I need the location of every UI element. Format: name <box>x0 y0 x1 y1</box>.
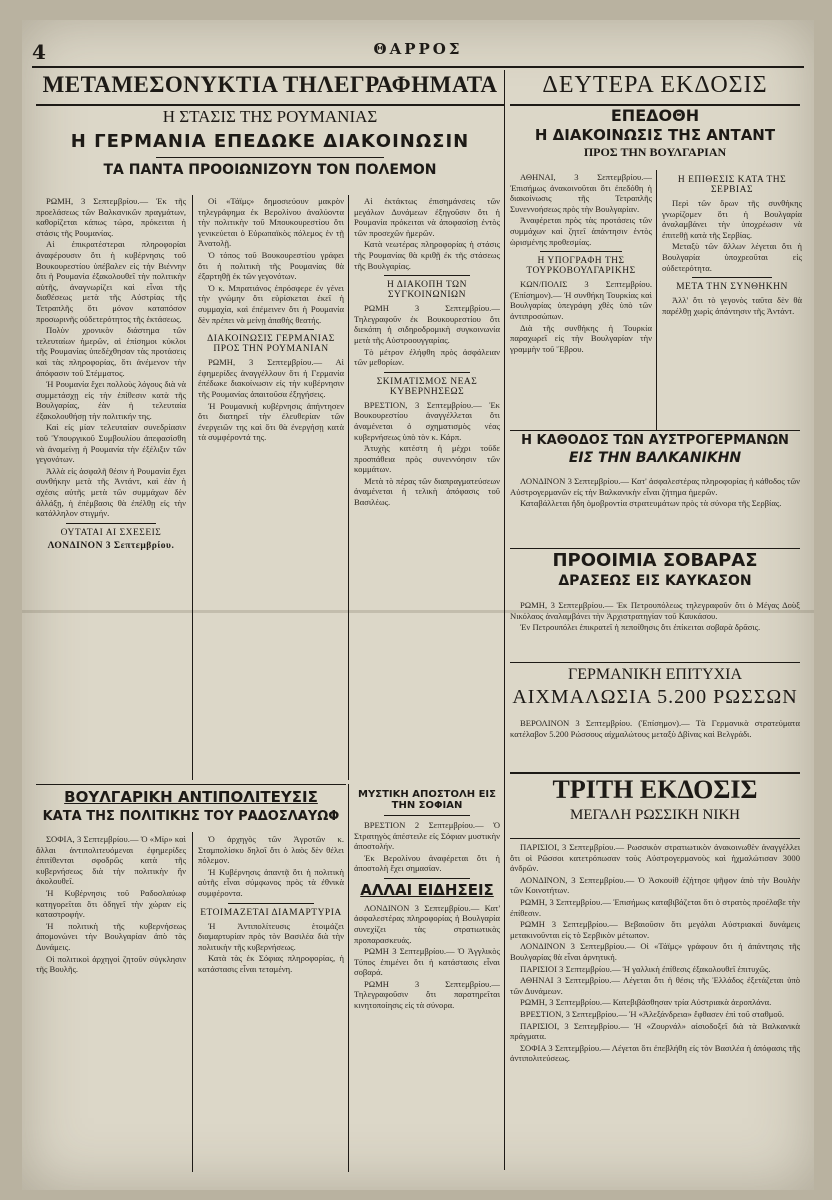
article-paragraph: ΑΘΗΝΑΙ 3 Σεπτεμβρίου.— Λέγεται ὅτι ἡ θέσις τῆς Ἑλλάδος ἐξετάζεται ὑπὸ τῶν Δυνάμεων. <box>510 975 800 996</box>
article-paragraph: Ἐν Πετρουπόλει ἐπικρατεῖ ἡ πεποίθησις ὅτι ἐπίκειται σοβαρὰ δρᾶσις. <box>520 622 761 633</box>
rule <box>510 662 800 663</box>
article-paragraph: Κατὰ τὰς ἐκ Σόφιας πληροφορίας, ἡ κατάστασις εἶναι τεταμένη. <box>198 953 344 974</box>
left-column-1 <box>36 196 186 781</box>
vrule <box>192 195 193 780</box>
article-paragraph: Ὁ ἀρχηγὸς τῶν Ἀγροτῶν κ. Σταμπολίσκυ δηλοῖ ὅτι ὁ λαὸς δὲν θέλει πόλεμον. <box>198 834 344 866</box>
article-paragraph: ΣΟΦΙΑ, 3 Σεπτεμβρίου.— Ὁ «Μίρ» καὶ ἄλλαι ἀντιπολιτευόμεναι ἐφημερίδες ἐπιτίθενται σφοδρῶς κατὰ τῆς κυβερνήσεως διὰ τὴν πολιτικὴν ἣν ἀκολουθεῖ. <box>36 834 186 887</box>
article-paragraph: ΛΟΝΔΙΝΟΝ 3 Σεπτεμβρίου.— Οἱ «Τάϊμς» γράφουν ὅτι ἡ ἀπάντησις τῆς Βουλγαρίας θὰ εἶναι ἀρνητική. <box>510 941 800 962</box>
article-paragraph: ΠΑΡΙΣΙΟΙ 3 Σεπτεμβρίου.— Ἡ γαλλικὴ ἐπίθεσις ἐξακολουθεῖ ἐπιτυχῶς. <box>520 963 771 974</box>
prooimia-title: ΠΡΟΟΙΜΙΑ ΣΟΒΑΡΑΣ <box>552 552 758 571</box>
prooimia-body <box>510 600 800 660</box>
article-paragraph: Οἱ πολιτικοὶ ἀρχηγοὶ ζητοῦν σύγκλησιν τῆς Βουλῆς. <box>36 953 186 975</box>
german-success-subtitle: ΑΙΧΜΑΛΩΣΙΑ 5.200 ΡΩΣΣΩΝ <box>512 685 798 708</box>
kathodos-title: Η ΚΑΘΟΔΟΣ ΤΩΝ ΑΥΣΤΡΟΓΕΡΜΑΝΩΝ <box>521 434 789 448</box>
rule <box>510 838 800 839</box>
article-paragraph: Καὶ εἰς μίαν τελευταίαν συνεδρίασιν τοῦ Ὑπουργικοῦ Συμβουλίου ἀπεφασίσθη νὰ ἀναμείνῃ ἡ Ρουμανία τὴν ἐξέλιξιν τῶν γεγονότων. <box>36 422 186 465</box>
article-paragraph: ΡΩΜΗ, 3 Σεπτεμβρίου.— Αἱ ἐφημερίδες ἀναγγέλλουν ὅτι ἡ Γερμανία ἐπέδωκε διακοίνωσιν εἰς τὴν κυβέρνησιν τῆς Ρουμανίας ἀπαιτοῦσα ἐξηγήσεις. <box>198 357 344 399</box>
dateline: ΛΟΝΔΙΝΟΝ 3 Σεπτεμβρίου. <box>47 540 175 551</box>
german-success-title: ΓΕΡΜΑΝΙΚΗ ΕΠΙΤΥΧΙΑ <box>567 666 743 683</box>
subheading: ΟΥΤΑΤΑΙ ΑΙ ΣΧΕΣΕΙΣ <box>60 527 162 538</box>
right-title-2: Η ΔΙΑΚΟΙΝΩΣΙΣ ΤΗΣ ΑΝΤΑΝΤ <box>534 125 776 144</box>
vrule <box>348 784 349 1172</box>
right-title-1: ΕΠΕΔΟΘΗ <box>610 108 700 125</box>
article-paragraph: Ἐκ Βερολίνου ἀναφέρεται ὅτι ἡ ἀποστολὴ ἔχει σημασίαν. <box>354 852 500 874</box>
article-paragraph: Κατὰ νεωτέρας πληροφορίας ἡ στάσις τῆς Ρουμανίας θὰ κριθῇ ἐκ τῆς στάσεως τῆς Βουλγαρίας. <box>354 239 500 271</box>
bulgaria-heading <box>36 790 346 832</box>
left-title-1: Η ΣΤΑΣΙΣ ΤΗΣ ΡΟΥΜΑΝΙΑΣ <box>162 108 378 126</box>
article-paragraph: ΣΟΦΙΑ 3 Σεπτεμβρίου.— Λέγεται ὅτι ἐπεβλήθη εἰς τὸν Βασιλέα ἡ ἀπόφασις τῆς ἀντιπολιτεύσεως. <box>510 1042 800 1064</box>
article-paragraph: ΠΑΡΙΣΙΟΙ, 3 Σεπτεμβρίου.— Ἡ «Ζουρνάλ» αἰσιοδοξεῖ διὰ τὰ Βαλκανικὰ πράγματα. <box>510 1020 800 1042</box>
article-paragraph: Οἱ «Τάϊμς» δημοσιεύουν μακρὸν τηλεγράφημα ἐκ Βερολίνου ἀναλύοντα τὴν πολιτικὴν τοῦ Μπουκουρεστίου ὅτι γενικεύεται ὁ Εὐρωπαϊκὸς πόλεμος ἐν τῇ Ἀνατολῇ. <box>198 196 344 249</box>
subheading: ΕΤΟΙΜΑΖΕΤΑΙ ΔΙΑΜΑΡΤΥΡΙΑ <box>200 907 342 918</box>
article-paragraph: ΡΩΜΗ 3 Σεπτεμβρίου.— Βεβαιοῦσιν ὅτι μεγάλαι Αὐστριακαὶ δυνάμεις μετακινοῦνται εἰς τὸ Σερβικὸν μέτωπον. <box>510 919 800 940</box>
left-column-3 <box>354 196 500 781</box>
vrule <box>656 170 657 430</box>
rule <box>510 430 800 431</box>
bulgaria-subtitle: ΚΑΤΑ ΤΗΣ ΠΟΛΙΤΙΚΗΣ ΤΟΥ ΡΑΔΟΣΛΑΥΩΦ <box>42 808 340 824</box>
right-column-2 <box>662 172 802 427</box>
triti-body <box>510 842 800 1172</box>
article-paragraph: Ἀλλ' ὅτι τὸ γεγονὸς ταῦτα δὲν θὰ παρέλθῃ χωρὶς ἀπάντησιν τῆς Ἀντάντ. <box>662 295 802 316</box>
article-paragraph: Ὁ τόπος τοῦ Βουκουρεστίου γράφει ὅτι ἡ πολιτικὴ τῆς Ρουμανίας θὰ ἐξαρτηθῇ ἐκ τῶν γεγονότων. <box>198 249 344 282</box>
subheading: ΔΙΑΚΟΙΝΩΣΙΣ ΓΕΡΜΑΝΙΑΣ ΠΡΟΣ ΤΗΝ ΡΟΥΜΑΝΙΑΝ <box>207 334 335 355</box>
article-paragraph: ΒΡΕΣΤΙΟΝ, 3 Σεπτεμβρίου.— Ἐκ Βουκουρεστίου ἀναγγέλλεται ὅτι ἀναμένεται ὁ σχηματισμὸς νέας κυβερνήσεως ὑπὸ τὸν κ. Κάρπ. <box>354 399 500 442</box>
left-column-3-lower <box>354 790 500 1170</box>
prooimia-subtitle: ΔΡΑΣΕΩΣ ΕΙΣ ΚΑΥΚΑΣΟΝ <box>558 572 752 589</box>
german-success-heading <box>510 666 800 714</box>
article-paragraph: Ἡ Κυβέρνησις τοῦ Ραδοσλαύωφ κατηγορεῖται ὅτι ὁδηγεῖ τὴν χώραν εἰς καταστροφήν. <box>36 887 186 920</box>
article-paragraph: ΡΩΜΗ 3 Σεπτεμβρίου.— Τηλεγραφοῦσιν ὅτι παρατηρεῖται κινητοποίησις εἰς τὰ σύνορα. <box>354 978 500 1011</box>
article-paragraph: ΡΩΜΗ 3 Σεπτεμβρίου.— Ὁ Ἀγγλικὸς Τύπος ἐπιμένει ὅτι ἡ κατάστασις εἶναι σοβαρά. <box>354 946 500 978</box>
bulgaria-column-1 <box>36 834 186 1174</box>
article-paragraph: Ἡ Κυβέρνησις ἀπαντᾷ ὅτι ἡ πολιτικὴ αὐτῆς εἶναι σύμφωνος πρὸς τὰ ἐθνικὰ συμφέροντα. <box>198 866 344 898</box>
article-paragraph: Πολὺν χρονικὸν διάστημα τῶν τελευταίων ἡμερῶν, αἱ ἐπίσημοι κύκλοι τῆς Ρουμανίας ὑπεδέχθησαν τὰς προτάσεις καὶ τὰς πληροφορίας, ὅτι ἀνέμενον τὴν ἀπόφασιν τοῦ Στέμματος. <box>36 325 186 378</box>
triti-banner: ΤΡΙΤΗ ΕΚΔΟΣΙΣ <box>552 776 758 804</box>
kathodos-heading <box>510 434 800 472</box>
article-paragraph: Διὰ τῆς συνθήκης ἡ Τουρκία παραχωρεῖ εἰς τὴν Βουλγαρίαν τὴν γραμμὴν τοῦ Ἕβρου. <box>510 322 652 354</box>
article-paragraph: ΛΟΝΔΙΝΟΝ 3 Σεπτεμβρίου.— Κατ' ἀσφαλεστέρας πληροφορίας ἡ Βουλγαρία συνεχίζει τὰς στρατιωτικὰς προπαρασκευάς. <box>354 902 500 945</box>
article-paragraph: ΡΩΜΗ 3 Σεπτεμβρίου.— Τηλεγραφοῦν ἐκ Βουκουρεστίου ὅτι διεκόπη ἡ σιδηροδρομικὴ συγκοινωνία μετὰ τῆς Αὐστροουγγαρίας. <box>354 303 500 345</box>
right-title-3: ΠΡΟΣ ΤΗΝ ΒΟΥΛΓΑΡΙΑΝ <box>583 144 727 159</box>
rule <box>36 104 504 106</box>
header-rule <box>32 66 804 68</box>
page-header <box>32 40 804 62</box>
article-paragraph: Ἀλλὰ εἰς ἀσφαλῆ θέσιν ἡ Ρουμανία ἔχει συνθήκην μετὰ τῆς Ἀντάντ, καὶ ἐὰν ἡ σχέσις αὐτῆς μετὰ τῶν συμμάχων δὲν ἀλλάξῃ, ἡ ἐπέμβασις θὰ ἐπέλθῃ εἰς τὴν κατάλληλον στιγμήν. <box>36 465 186 519</box>
right-banner: ΔΕΥΤΕΡΑ ΕΚΔΟΣΙΣ <box>542 72 768 98</box>
article-paragraph: Ἡ Ρουμανικὴ κυβέρνησις ἀπήντησεν ὅτι διατηρεῖ τὴν ἐλευθερίαν τῶν ἐνεργειῶν της καὶ ὅτι θὰ ἐνεργήσῃ κατὰ τὰ συμφέροντά της. <box>198 400 344 443</box>
article-paragraph: Ἀναφέρεται πρὸς τὰς προτάσεις τῶν συμμάχων καὶ ζητεῖ ἀπάντησιν ἐντὸς ὡρισμένης προθεσμίας. <box>510 215 652 247</box>
article-paragraph: ΑΘΗΝΑΙ, 3 Σεπτεμβρίου.— Ἐπισήμως ἀνακοινοῦται ὅτι ἐπεδόθη ἡ διακοίνωσις τῆς Τετραπλῆς Συνεννοήσεως πρὸς τὴν Βουλγαρίαν. <box>510 172 652 214</box>
mystic-mission-title: ΜΥΣΤΙΚΗ ΑΠΟΣΤΟΛΗ ΕΙΣ ΤΗΝ ΣΟΦΙΑΝ <box>358 790 496 811</box>
column-divider-main <box>504 70 505 1170</box>
article-paragraph: Ἡ πολιτικὴ τῆς κυβερνήσεως ἀπομονώνει τὴν Βουλγαρίαν ἀπὸ τὰς Δυνάμεις. <box>36 920 186 952</box>
article-paragraph: Καταβάλλεται ἤδη ὁμοβροντία στρατευμάτων πρὸς τὰ σύνορα τῆς Σερβίας. <box>520 498 782 509</box>
page-number: 4 <box>32 40 46 64</box>
article-paragraph: ΡΩΜΗ, 3 Σεπτεμβρίου.— Ἐκ Πετρουπόλεως τηλεγραφοῦν ὅτι ὁ Μέγας Δοὺξ Νικόλαος ἀναλαμβάνει τὴν Ἀρχιστρατηγίαν τοῦ Καυκάσου. <box>510 600 800 621</box>
rule <box>510 772 800 774</box>
rule <box>510 104 800 106</box>
rule <box>36 784 346 785</box>
kathodos-subtitle: ΕΙΣ ΤΗΝ ΒΑΛΚΑΝΙΚΗΝ <box>568 449 742 466</box>
article-paragraph: ΛΟΝΔΙΝΟΝ 3 Σεπτεμβρίου.— Κατ' ἀσφαλεστέρας πληροφορίας ἡ κάθοδος τῶν Αὐστρογερμανῶν εἰς τὴν Βαλκανικὴν εἶναι ζήτημα ἡμερῶν. <box>510 476 800 497</box>
article-paragraph: Μεταξὺ τῶν ἄλλων λέγεται ὅτι ἡ Βουλγαρία ὑποχρεοῦται εἰς οὐδετερότητα. <box>662 241 802 273</box>
left-title-3: ΤΑ ΠΑΝΤΑ ΠΡΟΟΙΩΝΙΖΟΥΝ ΤΟΝ ΠΟΛΕΜΟΝ <box>103 161 437 178</box>
article-paragraph: ΡΩΜΗ, 3 Σεπτεμβρίου.— Ἐκ τῆς προελάσεως τῶν Βαλκανικῶν πραγμάτων, καθορίζεται κάπως τώρα, πρόκειται ἡ στάσις τῆς Ρουμανίας. <box>36 196 186 238</box>
newspaper-page <box>22 20 814 1190</box>
bulgaria-title: ΒΟΥΛΓΑΡΙΚΗ ΑΝΤΙΠΟΛΙΤΕΥΣΙΣ <box>64 790 318 806</box>
subheading: ΣΚΙΜΑΤΙΣΜΟΣ ΝΕΑΣ ΚΥΒΕΡΝΗΣΕΩΣ <box>376 376 478 397</box>
article-paragraph: Αἱ ἐκτάκτως ἐπισημάνσεις τῶν μεγάλων Δυνάμεων ἐξηγοῦσιν ὅτι ἡ Ρουμανία πρόκειται νὰ ἀποφασίσῃ ἐντὸς τῶν προσεχῶν ἡμερῶν. <box>354 196 500 238</box>
article-paragraph: Αἱ ἐπικρατέστεραι πληροφορίαι ἀναφέρουσιν ὅτι ἡ κυβέρνησις τοῦ Βουκουρεστίου ὑπέβαλεν εἰς τὴν Βιέννην ὅτι ἡ Ρουμανία ἐξακολουθεῖ τὴν πολιτικὴν αὐτῆς, ἀναγνωρίζει καὶ εἶναι τῆς διαθέσεως μετὰ τῆς Αὐστρίας τῆς Τετραπλῆς ὅτι μόνον καταπόσον προσωρινῆς οὐδετερότητος τῆς ἐκτάσεως. <box>36 239 186 324</box>
german-success-body <box>510 718 800 768</box>
article-paragraph: Περὶ τῶν ὅρων τῆς συνθήκης γνωρίζομεν ὅτι ἡ Βουλγαρία ἀναλαμβάνει τὴν ὑποχρέωσιν νὰ ἐπιτεθῇ κατὰ τῆς Σερβίας. <box>662 198 802 240</box>
kathodos-body <box>510 476 800 546</box>
masthead: ΘΑΡΡΟΣ <box>373 40 463 58</box>
article-paragraph: Ἡ Ἀντιπολίτευσις ἑτοιμάζει διαμαρτυρίαν πρὸς τὸν Βασιλέα διὰ τὴν πολιτικὴν τῆς κυβερνήσεως. <box>198 920 344 952</box>
left-banner: ΜΕΤΑΜΕΣΟΝΥΚΤΙΑ ΤΗΛΕΓΡΑΦΗΜΑΤΑ <box>42 72 498 97</box>
subheading: Η ΥΠΟΓΡΑΦΗ ΤΗΣ ΤΟΥΡΚΟΒΟΥΛΓΑΡΙΚΗΣ <box>526 256 636 277</box>
vrule <box>348 195 349 780</box>
article-paragraph: Τὸ μέτρον ἐλήφθη πρὸς ἀσφάλειαν τῶν μεθορίων. <box>354 346 500 368</box>
article-paragraph: Ἀτυχὴς κατέστη ἡ μέχρι τοῦδε προσπάθεια πρὸς συνεννόησιν τῶν κομμάτων. <box>354 443 500 475</box>
article-paragraph: Ἡ Ρουμανία ἔχει πολλοὺς λόγους διὰ νὰ συμμετάσχῃ εἰς τὴν ἐπίθεσιν κατὰ τῆς Βουλγαρίας, ἐὰν ἡ τελευταία ἐξακολουθήσῃ τὴν πολιτικήν της. <box>36 379 186 421</box>
article-paragraph: Ὁ κ. Μπρατιάνος ἐπρόσφερε ἐν γένει τὴν γνώμην ὅτι εὑρίσκεται ἐκεῖ ἡ συμμαχία, καὶ ἐπέμεινεν ὅτι ἡ Ρουμανία δὲν πρέπει νὰ μείνῃ ἀπαθὴς θεατής. <box>198 282 344 325</box>
triti-heading <box>510 776 800 836</box>
other-news-title: ΑΛΛΑΙ ΕΙΔΗΣΕΙΣ <box>360 880 494 899</box>
rule <box>510 548 800 549</box>
left-column-2 <box>198 196 344 781</box>
subheading: Η ΔΙΑΚΟΠΗ ΤΩΝ ΣΥΓΚΟΙΝΩΝΙΩΝ <box>387 280 467 301</box>
subheading: ΜΕΤΑ ΤΗΝ ΣΥΝΘΗΚΗΝ <box>676 282 788 293</box>
article-paragraph: ΡΩΜΗ, 3 Σεπτεμβρίου.— Κατεβιβάσθησαν τρία Αὐστριακὰ ἀεροπλάνα. <box>520 997 772 1008</box>
article-paragraph: ΠΑΡΙΣΙΟΙ, 3 Σεπτεμβρίου.— Ρωσσικὸν στρατιωτικὸν ἀνακοινωθὲν ἀναγγέλλει ὅτι οἱ Ρῶσσοι κατετρόπωσαν τοὺς Αὐστρογερμανοὺς καὶ ἠχμαλώτισαν 3000 ἀνδρῶν. <box>510 842 800 874</box>
article-paragraph: ΒΡΕΣΤΙΟΝ, 3 Σεπτεμβρίου.— Ἡ «Ἀλεξάνδρεια» ἔφθασεν ἐπὶ τοῦ σταθμοῦ. <box>520 1008 785 1019</box>
article-paragraph: ΒΡΕΣΤΙΟΝ 2 Σεπτεμβρίου.— Ὁ Στρατηγὸς ἀπέστειλε εἰς Σόφιαν μυστικὴν ἀποστολήν. <box>354 820 500 852</box>
subheading: Η ΕΠΙΘΕΣΙΣ ΚΑΤΑ ΤΗΣ ΣΕΡΒΙΑΣ <box>677 175 787 195</box>
article-paragraph: ΒΕΡΟΛΙΝΟΝ 3 Σεπτεμβρίου. (Ἐπίσημον).— Τὰ Γερμανικὰ στρατεύματα κατέλαβον 5.200 Ρώσσους αἰχμαλώτους μεταξὺ Δβίνας καὶ Βελγράδι. <box>510 718 800 739</box>
prooimia-heading <box>510 552 800 596</box>
article-paragraph: ΡΩΜΗ, 3 Σεπτεμβρίου.— Ἐπισήμως καταβιβάζεται ὅτι ὁ στρατὸς προέλαβε τὴν ἐπίθεσιν. <box>510 896 800 918</box>
bulgaria-column-2 <box>198 834 344 1174</box>
article-paragraph: Μετὰ τὸ πέρας τῶν διαπραγματεύσεων ἀναμένεται ἡ τελικὴ ἀπόφασις τοῦ Βασιλέως. <box>354 475 500 508</box>
right-column-1 <box>510 172 652 427</box>
article-paragraph: ΛΟΝΔΙΝΟΝ, 3 Σεπτεμβρίου.— Ὁ Ἀσκουίθ ἐζήτησε ψῆφον ἀπὸ τὴν Βουλὴν τῶν Κοινοτήτων. <box>510 874 800 896</box>
article-paragraph: ΚΩΝ/ΠΟΛΙΣ 3 Σεπτεμβρίου. (Ἐπίσημον).— Ἡ συνθήκη Τουρκίας καὶ Βουλγαρίας ὑπεγράφη χθὲς ὑπὸ τῶν ἀντιπροσώπων. <box>510 279 652 321</box>
left-title-2: Η ΓΕΡΜΑΝΙΑ ΕΠΕΔΩΚΕ ΔΙΑΚΟΙΝΩΣΙΝ <box>70 130 470 152</box>
vrule <box>192 832 193 1172</box>
triti-title: ΜΕΓΑΛΗ ΡΩΣΣΙΚΗ ΝΙΚΗ <box>570 806 740 823</box>
